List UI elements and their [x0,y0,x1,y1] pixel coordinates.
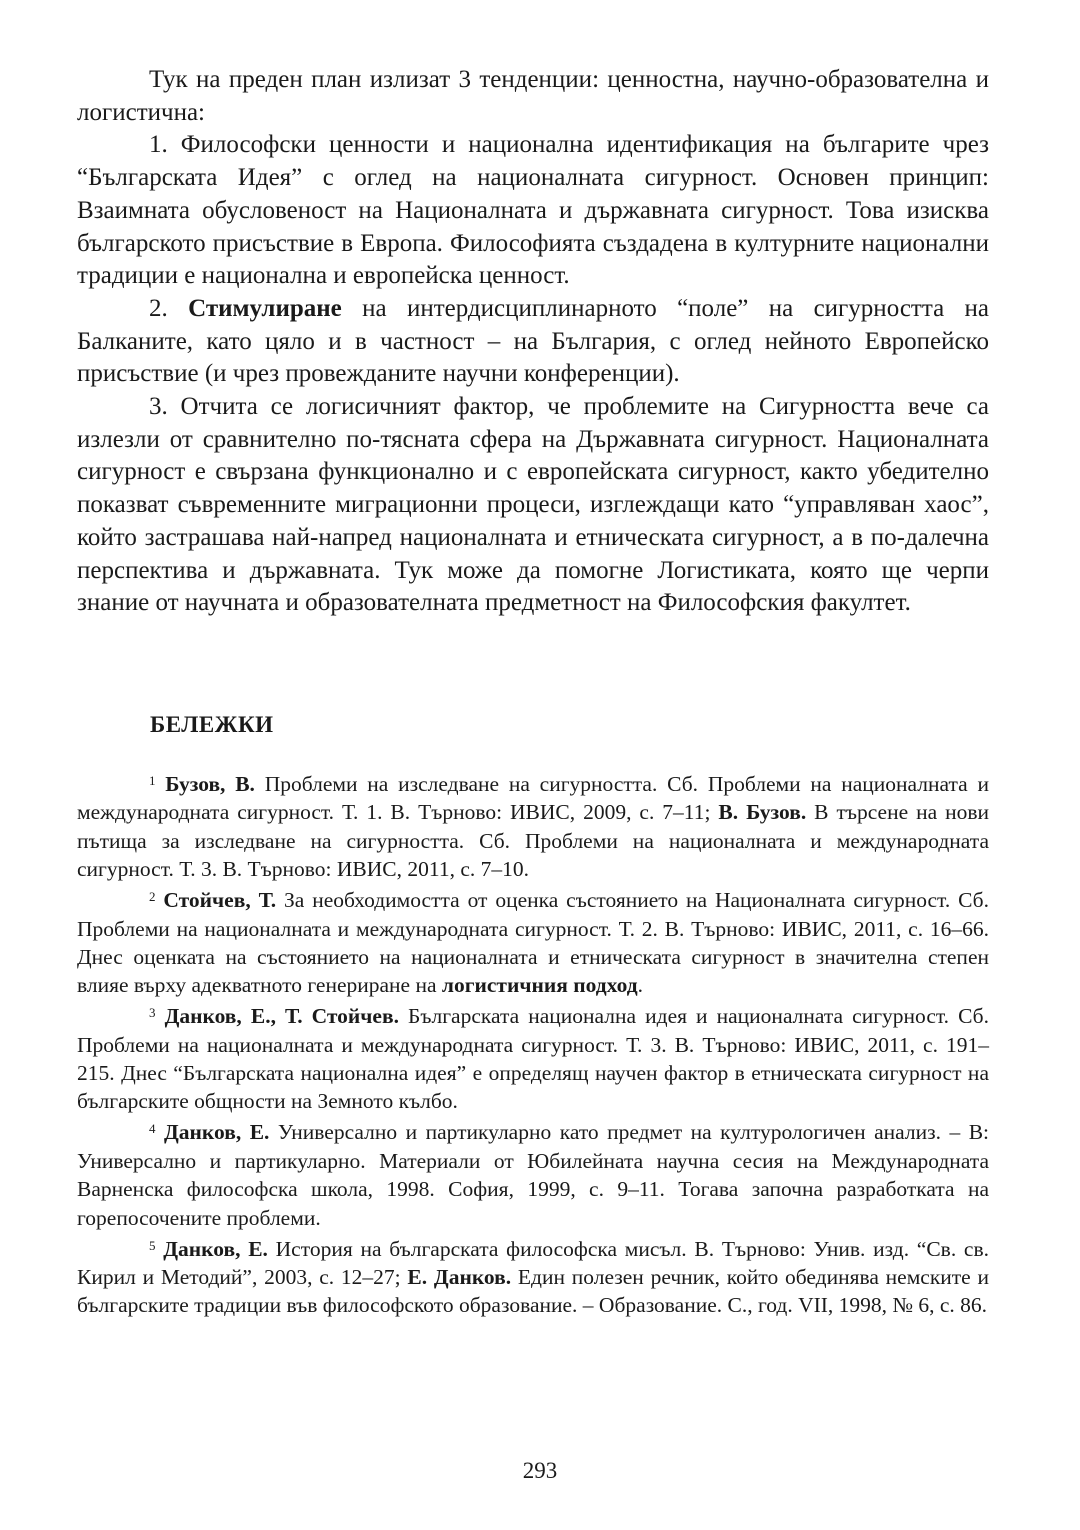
list-item [77,391,989,620]
footnote-author-2: Е. Данков. [407,1264,512,1289]
footnote-number: 5 [149,1237,156,1253]
item-text: Отчита се логисичният фактор, че проблемите на Сигурността вече са излезли от сравнително по-тясната сфера на Държавната сигурност. Националната сигурност е свързана функционално и с европейската сигурност, както убедително показват съвременните миграционни процеси, изглеждащи като “управляван хаос”, който застрашава най-напред националната и етническата сигурност, а в по-далечна перспектива и държавната. Тук може да помогне Логистиката, която ще черпи знание от научната и образователната предметност на Философския факултет. [77,393,989,617]
footnote [77,1235,989,1320]
footnote-text: История на българската философска мисъл. В. Търново: Унив. изд. “Св. св. Кирил и Методий”, 2003, с. 12–27; [77,1236,990,1289]
footnote-text: За необходимостта от оценка състоянието на Националната сигурност. Сб. Проблеми на националната и международната сигурност. Т. 2. В. Търново: ИВИС, 2011, с. 16–66. Днес оценката на състоянието на националната и етническата сигурност в значителна степен влияе върху адекватното генериране на [77,888,989,998]
footnote-end: . [637,973,643,998]
item-text: на интердисциплинарното “поле” на сигурността на Балканите, като цяло и в частност – на България, с оглед нейното Европейско присъствие (и чрез провежданите научни конференции). [77,294,989,388]
footnote-text-2: Един полезен речник, който обединява немските и българските традиции във философското образование. – Образование. С., год. VII, 1998, № 6, с. 86. [77,1264,989,1318]
footnote-author-2: В. Бузов. [718,800,807,825]
list-item [77,293,989,391]
item-number: 1. [149,131,168,159]
footnote-author: Бузов, В. [165,772,255,796]
intro-paragraph: Тук на преден план излизат 3 тенденции: ценностна, научно-образователна и логистична: [77,66,989,126]
footnote-text-2: В търсене на нови пътища за изследване на сигурността. Сб. Проблеми на националната и международната сигурност. Т. 3. В. Търново: ИВИС, 2011, с. 7–10. [77,800,989,882]
item-bold-term: Стимулиране [167,294,342,322]
footnote [77,1002,989,1116]
item-number: 3. [149,393,168,421]
item-number: 2. [149,294,168,322]
footnote-author: Данков, Е., Т. Стойчев. [164,1004,399,1029]
footnote-author: Данков, Е. [164,1120,270,1145]
footnote-number: 4 [149,1121,156,1137]
footnote-bold-end: логистичния подход [441,973,638,998]
footnote [77,886,989,1000]
notes-heading: БЕЛЕЖКИ [150,712,274,737]
list-item [77,129,989,293]
item-text: Философски ценности и национална идентификация на българите чрез “Българската Идея” с оглед на националната сигурност. Основен принцип: Взаимната обусловеност на Националната и държавната сигурност. Това изисква българското присъствие в Европа. Философията създадена в културните национални традиции е национална и европейска ценност. [77,131,989,290]
body-text [77,64,989,620]
footnote-author: Стойчев, Т. [163,888,277,913]
footnote [77,1118,989,1232]
footnote-text: Проблеми на изследване на сигурността. Сб. Проблеми на националната и международната сигурност. Т. 1. В. Търново: ИВИС, 2009, с. 7–11; [77,772,989,825]
footnote-text: Универсално и партикуларно като предмет на културологичен анализ. – В: Универсално и партикуларно. Материали от Юбилейната научна сесия на Международната Варненска философска школа, 1998. София, 1999, с. 9–11. Тогава започна разработката на горепосочените проблеми. [77,1120,990,1230]
notes-list [77,770,989,1322]
footnote-author: Данков, Е. [163,1236,268,1261]
footnote-number: 2 [149,889,156,905]
footnote-text: Българската национална идея и националната сигурност. Сб. Проблеми на националната и международната сигурност. Т. 3. В. Търново: ИВИС, 2011, с. 191–215. Днес “Българската национална идея” е определящ научен фактор в етническата сигурност на българските общности на Земното кълбо. [77,1004,989,1114]
footnote-number: 3 [149,1005,156,1021]
page-number: 293 [522,1458,558,1483]
footnote-number: 1 [149,773,156,788]
footnote [77,770,989,884]
